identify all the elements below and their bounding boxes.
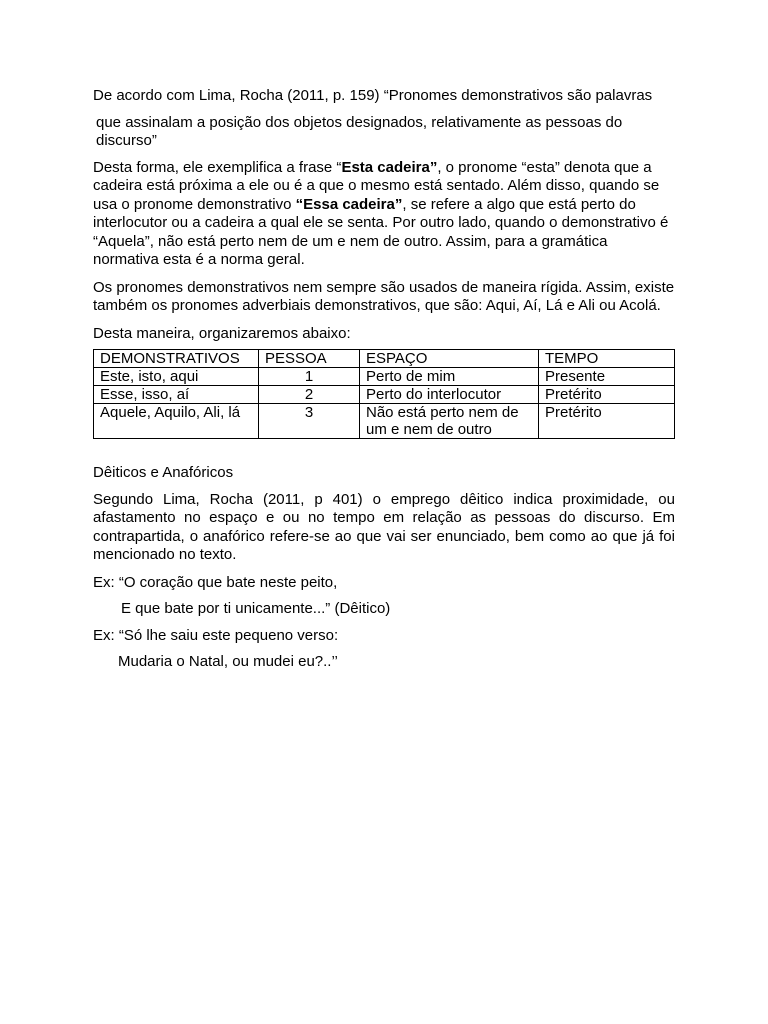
table-cell: Perto do interlocutor [360,386,539,404]
table-intro: Desta maneira, organizaremos abaixo: [93,324,351,342]
demonstratives-table [93,349,675,439]
table-row [94,404,675,439]
adverbial-paragraph: Os pronomes demonstrativos nem sempre são usados de maneira rígida. Assim, existe também os pronomes adverbiais demonstrativos, que são: Aqui, Aí, Lá e Ali ou Acolá. [93,278,675,314]
table-header-cell: PESSOA [259,350,360,368]
table-header-cell: TEMPO [539,350,675,368]
section-paragraph: Segundo Lima, Rocha (2011, p 401) o emprego dêitico indica proximidade, ou afastamento no espaço e ou no tempo em relação as pessoas do discurso. Em contrapartida, o anafórico refere-se ao que vai ser enunciado, bem como ao que já foi mencionado no texto. [93,490,675,563]
table-cell: Não está perto nem de um e nem de outro [360,404,539,439]
table-header-cell: ESPAÇO [360,350,539,368]
example-bold-essa-cadeira: “Essa cadeira” [295,195,403,213]
example-text-part3: , se refere a algo que está perto do interlocutor ou a cadeira a qual ele se senta. Por outro lado, quando o demonstrativo é “Aquela”, não está perto nem de um e nem de outro. Assim, para a gramática normativa esta é a norma geral. [93,195,669,268]
example2-line1: Ex: “Só lhe saiu este pequeno verso: [93,626,339,644]
table-cell: Presente [539,368,675,386]
intro-quote-line2: que assinalam a posição dos objetos designados, relativamente as pessoas do discurso” [96,113,623,149]
example-bold-esta-cadeira: Esta cadeira” [341,158,438,176]
table-row [94,386,675,404]
table-cell: Este, isto, aqui [94,368,259,386]
example-text-part2: , o pronome “esta” denota que a cadeira está próxima a ele ou é a que o mesmo está sentado. Além disso, quando se usa o pronome demonstrativo [93,158,660,213]
section-heading: Dêiticos e Anafóricos [93,464,234,481]
table-header-cell: DEMONSTRATIVOS [94,350,259,368]
table-cell: 3 [259,404,360,439]
table-cell: 1 [259,368,360,386]
table-cell: Pretérito [539,404,675,439]
example2-line2: Mudaria o Natal, ou mudei eu?..’’ [118,653,338,670]
document-page [93,87,675,672]
table-cell: Esse, isso, aí [94,386,259,404]
example-paragraph [93,159,675,270]
table-cell: Aquele, Aquilo, Ali, lá [94,404,259,439]
table-row [94,368,675,386]
table-cell: Perto de mim [360,368,539,386]
table-cell: 2 [259,386,360,404]
example-text-part1: Desta forma, ele exemplifica a frase “ [93,158,342,176]
intro-quote-line1: De acordo com Lima, Rocha (2011, p. 159) “Pronomes demonstrativos são palavras [93,87,653,104]
example1-line1: Ex: “O coração que bate neste peito, [93,573,338,591]
table-cell: Pretérito [539,386,675,404]
table-header-row [94,350,675,368]
example1-line2: E que bate por ti unicamente...” (Dêitico) [121,600,391,617]
